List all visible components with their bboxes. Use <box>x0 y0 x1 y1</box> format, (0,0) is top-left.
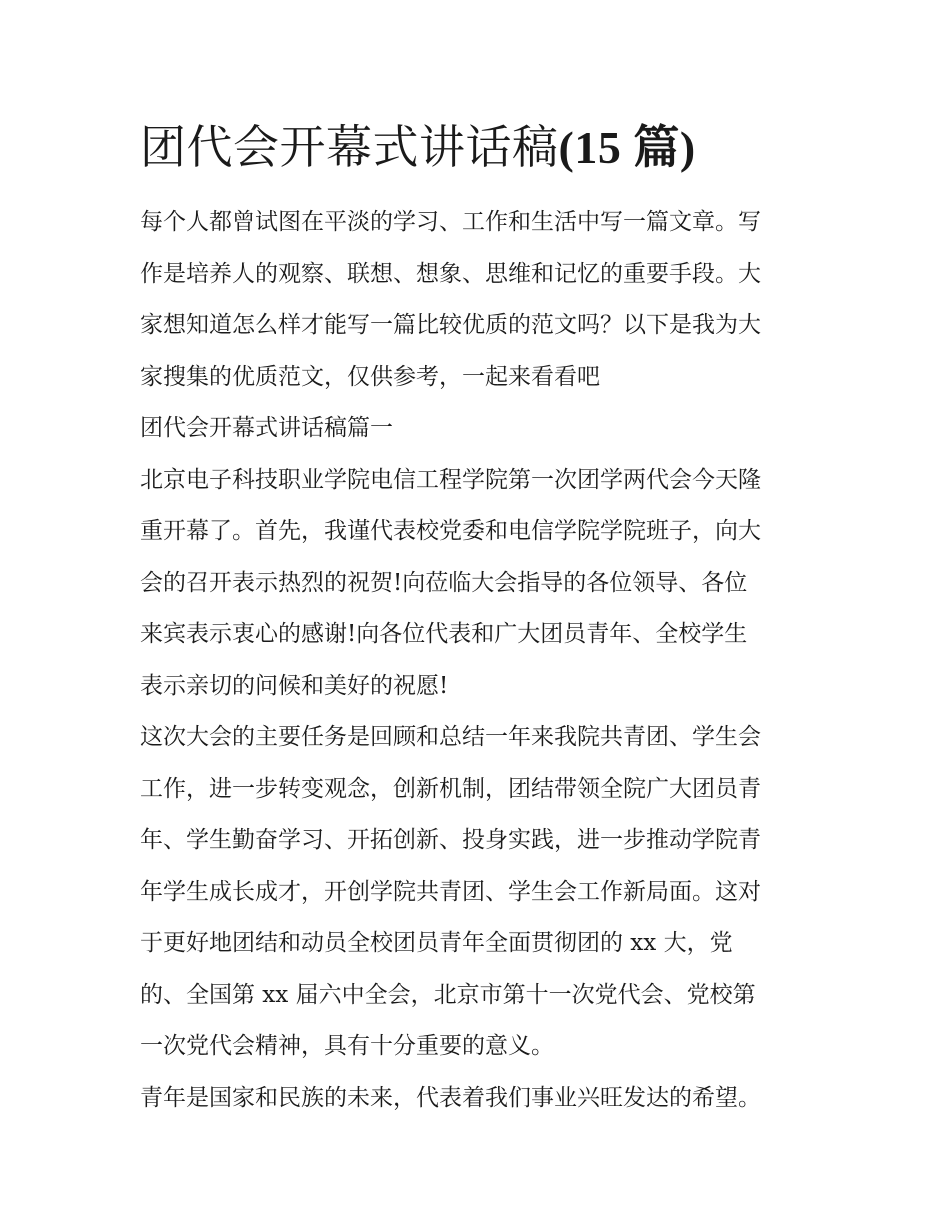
body-line: 每个人都曾试图在平淡的学习、工作和生活中写一篇文章。写 <box>140 209 761 235</box>
body-line: 家搜集的优质范文，仅供参考，一起来看看吧 <box>140 363 600 390</box>
body-line: 年、学生勤奋学习、开拓创新、投身实践，进一步推动学院青 <box>140 827 761 853</box>
body-line: 会的召开表示热烈的祝贺!向莅临大会指导的各位领导、各位 <box>140 569 748 596</box>
title-main: 团代会开幕式讲话稿 <box>140 120 559 174</box>
body-line: 北京电子科技职业学院电信工程学院第一次团学两代会今天隆 <box>140 466 761 493</box>
body-line: 这次大会的主要任务是回顾和总结一年来我院共青团、学生会 <box>140 724 761 750</box>
section-heading: 团代会开幕式讲话稿篇一 <box>140 415 393 441</box>
title-suffix: (15 篇) <box>558 122 696 173</box>
body-line: 一次党代会精神，具有十分重要的意义。 <box>140 1033 554 1059</box>
body-line: 表示亲切的问候和美好的祝愿! <box>140 672 449 699</box>
body-line: 家想知道怎么样才能写一篇比较优质的范文吗？以下是我为大 <box>140 312 761 338</box>
body-line: 年学生成长成才，开创学院共青团、学生会工作新局面。这对 <box>140 878 761 905</box>
body-line: 重开幕了。首先，我谨代表校党委和电信学院学院班子，向大 <box>140 518 761 544</box>
body-line: 的、全国第 xx 届六中全会，北京市第十一次党代会、党校第 <box>140 981 756 1008</box>
body-line: 青年是国家和民族的未来，代表着我们事业兴旺发达的希望。 <box>140 1084 761 1111</box>
body-line: 工作，进一步转变观念，创新机制，团结带领全院广大团员青 <box>140 775 761 802</box>
body-line: 于更好地团结和动员全校团员青年全面贯彻团的 xx 大，党 <box>140 930 733 956</box>
document-title <box>140 116 840 179</box>
body-line: 来宾表示衷心的感谢!向各位代表和广大团员青年、全校学生 <box>140 621 748 647</box>
document-body <box>140 197 820 1124</box>
body-line: 作是培养人的观察、联想、想象、思维和记忆的重要手段。大 <box>140 260 761 287</box>
